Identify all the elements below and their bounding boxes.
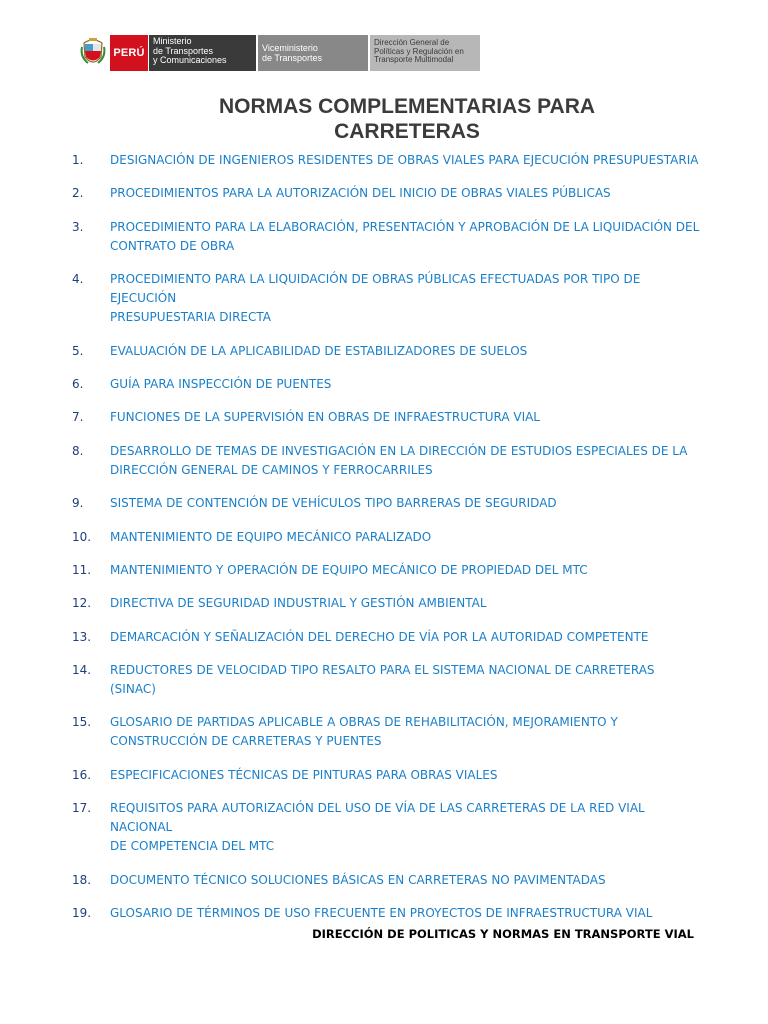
direccion-line: Políticas y Regulación en (374, 46, 464, 56)
item-number: 3. (72, 219, 84, 234)
item-link[interactable] (110, 494, 702, 513)
item-link[interactable] (110, 184, 702, 203)
item-text-line: PROCEDIMIENTOS PARA LA AUTORIZACIÓN DEL INICIO DE OBRAS VIALES PÚBLICAS (110, 186, 611, 201)
item-number: 19. (72, 906, 92, 921)
item-number: 11. (72, 562, 92, 577)
item-link[interactable] (110, 270, 702, 327)
item-text-line: PROCEDIMIENTO PARA LA LIQUIDACIÓN DE OBRAS PÚBLICAS EFECTUADAS POR TIPO DE EJECUCIÓN (110, 272, 641, 306)
item-link[interactable] (110, 661, 702, 699)
list-item[interactable] (72, 661, 702, 699)
coat-of-arms-icon (78, 35, 108, 71)
direccion-block (370, 35, 480, 71)
item-number: 15. (72, 715, 92, 730)
item-link[interactable] (110, 904, 702, 923)
item-number: 12. (72, 596, 92, 611)
item-text-line: EVALUACIÓN DE LA APLICABILIDAD DE ESTABILIZADORES DE SUELOS (110, 343, 528, 358)
item-link[interactable] (110, 871, 702, 890)
item-text-line: GLOSARIO DE PARTIDAS APLICABLE A OBRAS DE REHABILITACIÓN, MEJORAMIENTO Y (110, 715, 618, 730)
list-item[interactable] (72, 151, 702, 170)
ministerio-line: de Transportes (153, 45, 214, 56)
item-link[interactable] (110, 766, 702, 785)
item-text-line: SISTEMA DE CONTENCIÓN DE VEHÍCULOS TIPO BARRERAS DE SEGURIDAD (110, 496, 557, 511)
ministerio-line: y Comunicaciones (153, 55, 227, 65)
item-number: 10. (72, 529, 92, 544)
viceministerio-block (258, 35, 368, 71)
ministerio-line: Ministerio (153, 36, 192, 46)
list-item[interactable] (72, 528, 702, 547)
title-line: NORMAS COMPLEMENTARIAS PARA (218, 95, 596, 118)
viceministerio-line: de Transportes (262, 52, 323, 63)
item-text-line: MANTENIMIENTO DE EQUIPO MECÁNICO PARALIZADO (110, 529, 432, 544)
item-number: 5. (72, 343, 84, 358)
peru-badge: PERÚ (110, 35, 148, 71)
item-link[interactable] (110, 408, 702, 427)
item-link[interactable] (110, 799, 702, 856)
item-number: 4. (72, 272, 84, 287)
ministerio-block (148, 35, 256, 71)
item-text-line: ESPECIFICACIONES TÉCNICAS DE PINTURAS PARA OBRAS VIALES (110, 767, 498, 782)
page-title (0, 94, 768, 144)
list-item[interactable] (72, 628, 702, 647)
list-item[interactable] (72, 904, 702, 923)
item-text-line: DIRECTIVA DE SEGURIDAD INDUSTRIAL Y GESTIÓN AMBIENTAL (110, 596, 487, 611)
list-item[interactable] (72, 594, 702, 613)
list-item[interactable] (72, 442, 702, 480)
item-link[interactable] (110, 528, 702, 547)
item-text-line: DEMARCACIÓN Y SEÑALIZACIÓN DEL DERECHO DE VÍA POR LA AUTORIDAD COMPETENTE (110, 629, 649, 644)
list-item[interactable] (72, 184, 702, 203)
footer-office: DIRECCIÓN DE POLITICAS Y NORMAS EN TRANSPORTE VIAL (312, 927, 694, 941)
item-number: 14. (72, 663, 92, 678)
list-item[interactable] (72, 408, 702, 427)
item-text-line: DE COMPETENCIA DEL MTC (110, 839, 275, 854)
list-item[interactable] (72, 561, 702, 580)
item-link[interactable] (110, 628, 702, 647)
item-number: 1. (72, 153, 84, 167)
header-logo (78, 35, 480, 71)
item-number: 9. (72, 496, 84, 511)
item-number: 13. (72, 629, 92, 644)
item-link[interactable] (110, 442, 702, 480)
item-link[interactable] (110, 594, 702, 613)
norms-list (72, 151, 702, 937)
list-item[interactable] (72, 494, 702, 513)
item-number: 18. (72, 872, 92, 887)
item-text-line: PROCEDIMIENTO PARA LA ELABORACIÓN, PRESENTACIÓN Y APROBACIÓN DE LA LIQUIDACIÓN DEL (110, 219, 700, 234)
list-item[interactable] (72, 713, 702, 751)
item-text-line: CONTRATO DE OBRA (110, 238, 235, 253)
item-number: 17. (72, 801, 92, 816)
title-line: CARRETERAS (334, 120, 480, 143)
list-item[interactable] (72, 342, 702, 361)
list-item[interactable] (72, 218, 702, 256)
list-item[interactable] (72, 766, 702, 785)
direccion-line: Transporte Multimodal (374, 55, 454, 64)
item-text-line: DOCUMENTO TÉCNICO SOLUCIONES BÁSICAS EN CARRETERAS NO PAVIMENTADAS (110, 872, 606, 887)
item-text-line: FUNCIONES DE LA SUPERVISIÓN EN OBRAS DE INFRAESTRUCTURA VIAL (110, 410, 540, 425)
item-text-line: CONSTRUCCIÓN DE CARRETERAS Y PUENTES (110, 734, 382, 749)
viceministerio-line: Viceministerio (262, 43, 318, 53)
list-item[interactable] (72, 375, 702, 394)
item-text-line: REQUISITOS PARA AUTORIZACIÓN DEL USO DE VÍA DE LAS CARRETERAS DE LA RED VIAL NACIONAL (110, 801, 645, 835)
item-link[interactable] (110, 342, 702, 361)
item-link[interactable] (110, 561, 702, 580)
item-text-line: PRESUPUESTARIA DIRECTA (110, 310, 271, 325)
item-number: 6. (72, 376, 84, 391)
list-item[interactable] (72, 270, 702, 327)
item-text-line: DESIGNACIÓN DE INGENIEROS RESIDENTES DE OBRAS VIALES PARA EJECUCIÓN PRESUPUESTARIA (110, 153, 699, 167)
item-link[interactable] (110, 375, 702, 394)
item-link[interactable] (110, 218, 702, 256)
list-item[interactable] (72, 871, 702, 890)
item-link[interactable] (110, 713, 702, 751)
item-number: 8. (72, 443, 84, 458)
item-number: 7. (72, 410, 84, 425)
item-text-line: REDUCTORES DE VELOCIDAD TIPO RESALTO PARA EL SISTEMA NACIONAL DE CARRETERAS (SINAC) (110, 663, 655, 697)
direccion-line: Dirección General de (374, 38, 450, 47)
item-text-line: GUÍA PARA INSPECCIÓN DE PUENTES (110, 376, 332, 391)
item-text-line: MANTENIMIENTO Y OPERACIÓN DE EQUIPO MECÁNICO DE PROPIEDAD DEL MTC (110, 562, 588, 577)
item-number: 2. (72, 186, 84, 201)
item-text-line: DESARROLLO DE TEMAS DE INVESTIGACIÓN EN LA DIRECCIÓN DE ESTUDIOS ESPECIALES DE LA (110, 443, 688, 458)
item-link[interactable] (110, 151, 702, 170)
item-text-line: DIRECCIÓN GENERAL DE CAMINOS Y FERROCARRILES (110, 462, 433, 477)
item-text-line: GLOSARIO DE TÉRMINOS DE USO FRECUENTE EN PROYECTOS DE INFRAESTRUCTURA VIAL (110, 906, 653, 921)
item-number: 16. (72, 767, 92, 782)
list-item[interactable] (72, 799, 702, 856)
